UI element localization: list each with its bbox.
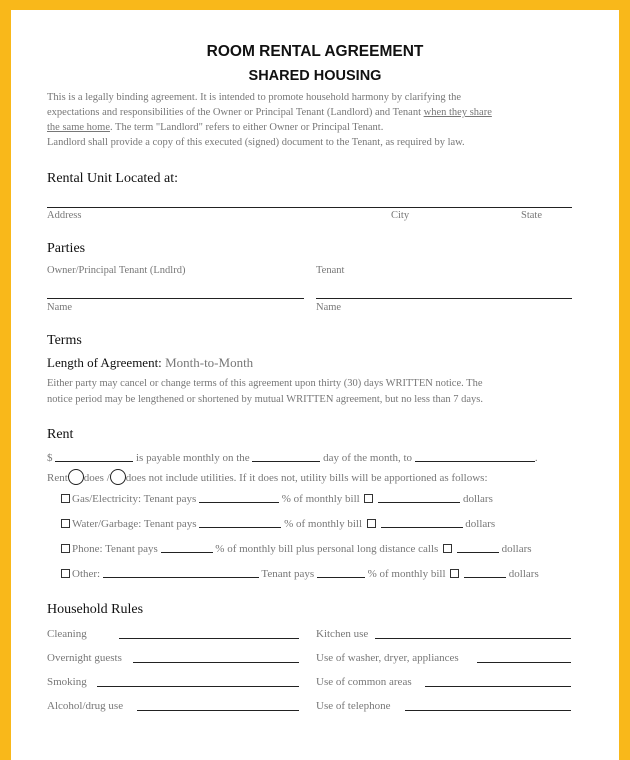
terms-paragraph-2: notice period may be lengthened or shortened by mutual WRITTEN agreement, but no less than 7 days. [47, 394, 484, 405]
tenant-label: Tenant [316, 265, 345, 276]
document-title: ROOM RENTAL AGREEMENT [206, 43, 424, 60]
owner-label: Owner/Principal Tenant (Lndlrd) [47, 265, 186, 276]
gas-dollar-field[interactable] [378, 493, 460, 503]
terms-paragraph-1: Either party may cancel or change terms of this agreement upon thirty (30) days WRITTEN notice. The [47, 378, 483, 389]
address-label: Address [47, 210, 82, 221]
rule-washer-label: Use of washer, dryer, appliances [316, 652, 459, 664]
phone-dollar-field[interactable] [457, 543, 499, 553]
rule-smoking-line[interactable] [97, 686, 299, 687]
utility-row-phone [61, 543, 532, 555]
rule-alcohol-label: Alcohol/drug use [47, 700, 124, 712]
rent-amount-row [47, 452, 538, 464]
intro-underlined-text: when they share [423, 107, 492, 118]
length-label: Length of Agreement: [47, 355, 162, 370]
period-text: . [534, 452, 538, 464]
rent-amount-field[interactable] [55, 452, 133, 462]
day-of-month-field[interactable] [252, 452, 320, 462]
gas-dollars-text: dollars [462, 493, 493, 505]
address-line[interactable] [47, 207, 572, 208]
rule-overnight-line[interactable] [133, 662, 299, 663]
does-not-text: does not include utilities. If it does not, utility bills will be apportioned as follows: [125, 472, 488, 484]
rental-agreement-form [11, 10, 619, 760]
phone-label: Phone: Tenant pays [72, 543, 158, 555]
intro-line-4: Landlord shall provide a copy of this executed (signed) document to the Tenant, as required by law. [47, 137, 465, 148]
other-percent-field[interactable] [317, 568, 365, 578]
utility-row-water [61, 518, 495, 530]
day-of-month-text: day of the month, to [323, 452, 413, 464]
rule-telephone-line[interactable] [405, 710, 571, 711]
document-subtitle: SHARED HOUSING [248, 68, 382, 84]
intro-line-3-text: . The term "Landlord" refers to either Owner or Principal Tenant. [109, 122, 384, 133]
length-value: Month-to-Month [161, 355, 254, 370]
other-tenant-pays-text: Tenant pays [261, 568, 315, 580]
terms-heading: Terms [47, 333, 82, 348]
gas-checkbox[interactable] [61, 494, 70, 503]
rule-smoking-label: Smoking [47, 676, 87, 688]
phone-dollars-text: dollars [501, 543, 532, 555]
rule-common-areas-label: Use of common areas [316, 676, 412, 688]
does-not-circle-option[interactable] [110, 469, 126, 485]
intro-line-3 [47, 120, 383, 135]
other-label: Other: [72, 568, 101, 580]
does-circle-option[interactable] [68, 469, 84, 485]
water-pct-text: % of monthly bill [284, 518, 363, 530]
phone-dollar-checkbox[interactable] [443, 544, 452, 553]
city-label: City [391, 210, 410, 221]
rent-heading: Rent [47, 427, 74, 442]
rule-cleaning-label: Cleaning [47, 628, 87, 640]
payee-field[interactable] [415, 452, 535, 462]
tenant-name-line[interactable] [316, 298, 572, 299]
tenant-name-label: Name [316, 302, 342, 313]
rule-kitchen-line[interactable] [375, 638, 571, 639]
rent-utilities-row [47, 469, 488, 485]
phone-percent-field[interactable] [161, 543, 213, 553]
dollar-sign: $ [47, 452, 53, 464]
rule-cleaning-line[interactable] [119, 638, 299, 639]
other-checkbox[interactable] [61, 569, 70, 578]
water-checkbox[interactable] [61, 519, 70, 528]
water-dollar-field[interactable] [381, 518, 463, 528]
rule-washer-line[interactable] [477, 662, 571, 663]
rule-overnight-label: Overnight guests [47, 652, 122, 664]
utility-row-gas [61, 493, 493, 505]
gas-dollar-checkbox[interactable] [364, 494, 373, 503]
intro-line-1: This is a legally binding agreement. It is intended to promote household harmony by clarifying the [47, 92, 462, 103]
intro-underlined-text-2: the same home [47, 122, 110, 133]
gas-percent-field[interactable] [199, 493, 279, 503]
length-of-agreement [47, 355, 253, 371]
other-dollar-field[interactable] [464, 568, 506, 578]
does-text: does / [83, 472, 110, 484]
rule-telephone-label: Use of telephone [316, 700, 391, 712]
rental-unit-heading: Rental Unit Located at: [47, 171, 179, 186]
water-dollars-text: dollars [465, 518, 496, 530]
rule-kitchen-label: Kitchen use [316, 628, 369, 640]
gas-pct-text: % of monthly bill [281, 493, 360, 505]
water-label: Water/Garbage: Tenant pays [72, 518, 197, 530]
phone-checkbox[interactable] [61, 544, 70, 553]
rule-alcohol-line[interactable] [137, 710, 299, 711]
other-dollar-checkbox[interactable] [450, 569, 459, 578]
payable-text: is payable monthly on the [136, 452, 250, 464]
gas-label: Gas/Electricity: Tenant pays [72, 493, 197, 505]
rent-word: Rent [47, 472, 68, 484]
water-dollar-checkbox[interactable] [367, 519, 376, 528]
household-rules-heading: Household Rules [47, 602, 144, 617]
utility-row-other [61, 568, 539, 580]
owner-name-line[interactable] [47, 298, 304, 299]
water-percent-field[interactable] [199, 518, 281, 528]
other-pct-text: % of monthly bill [367, 568, 446, 580]
other-dollars-text: dollars [508, 568, 539, 580]
parties-heading: Parties [47, 241, 86, 256]
rule-common-areas-line[interactable] [425, 686, 571, 687]
intro-line-2 [47, 105, 492, 120]
owner-name-label: Name [47, 302, 73, 313]
other-description-field[interactable] [103, 568, 259, 578]
state-label: State [521, 210, 542, 221]
phone-pct-text: % of monthly bill plus personal long distance calls [215, 543, 439, 555]
intro-line-2-text: expectations and responsibilities of the Owner or Principal Tenant (Landlord) and Tenant [47, 107, 424, 118]
